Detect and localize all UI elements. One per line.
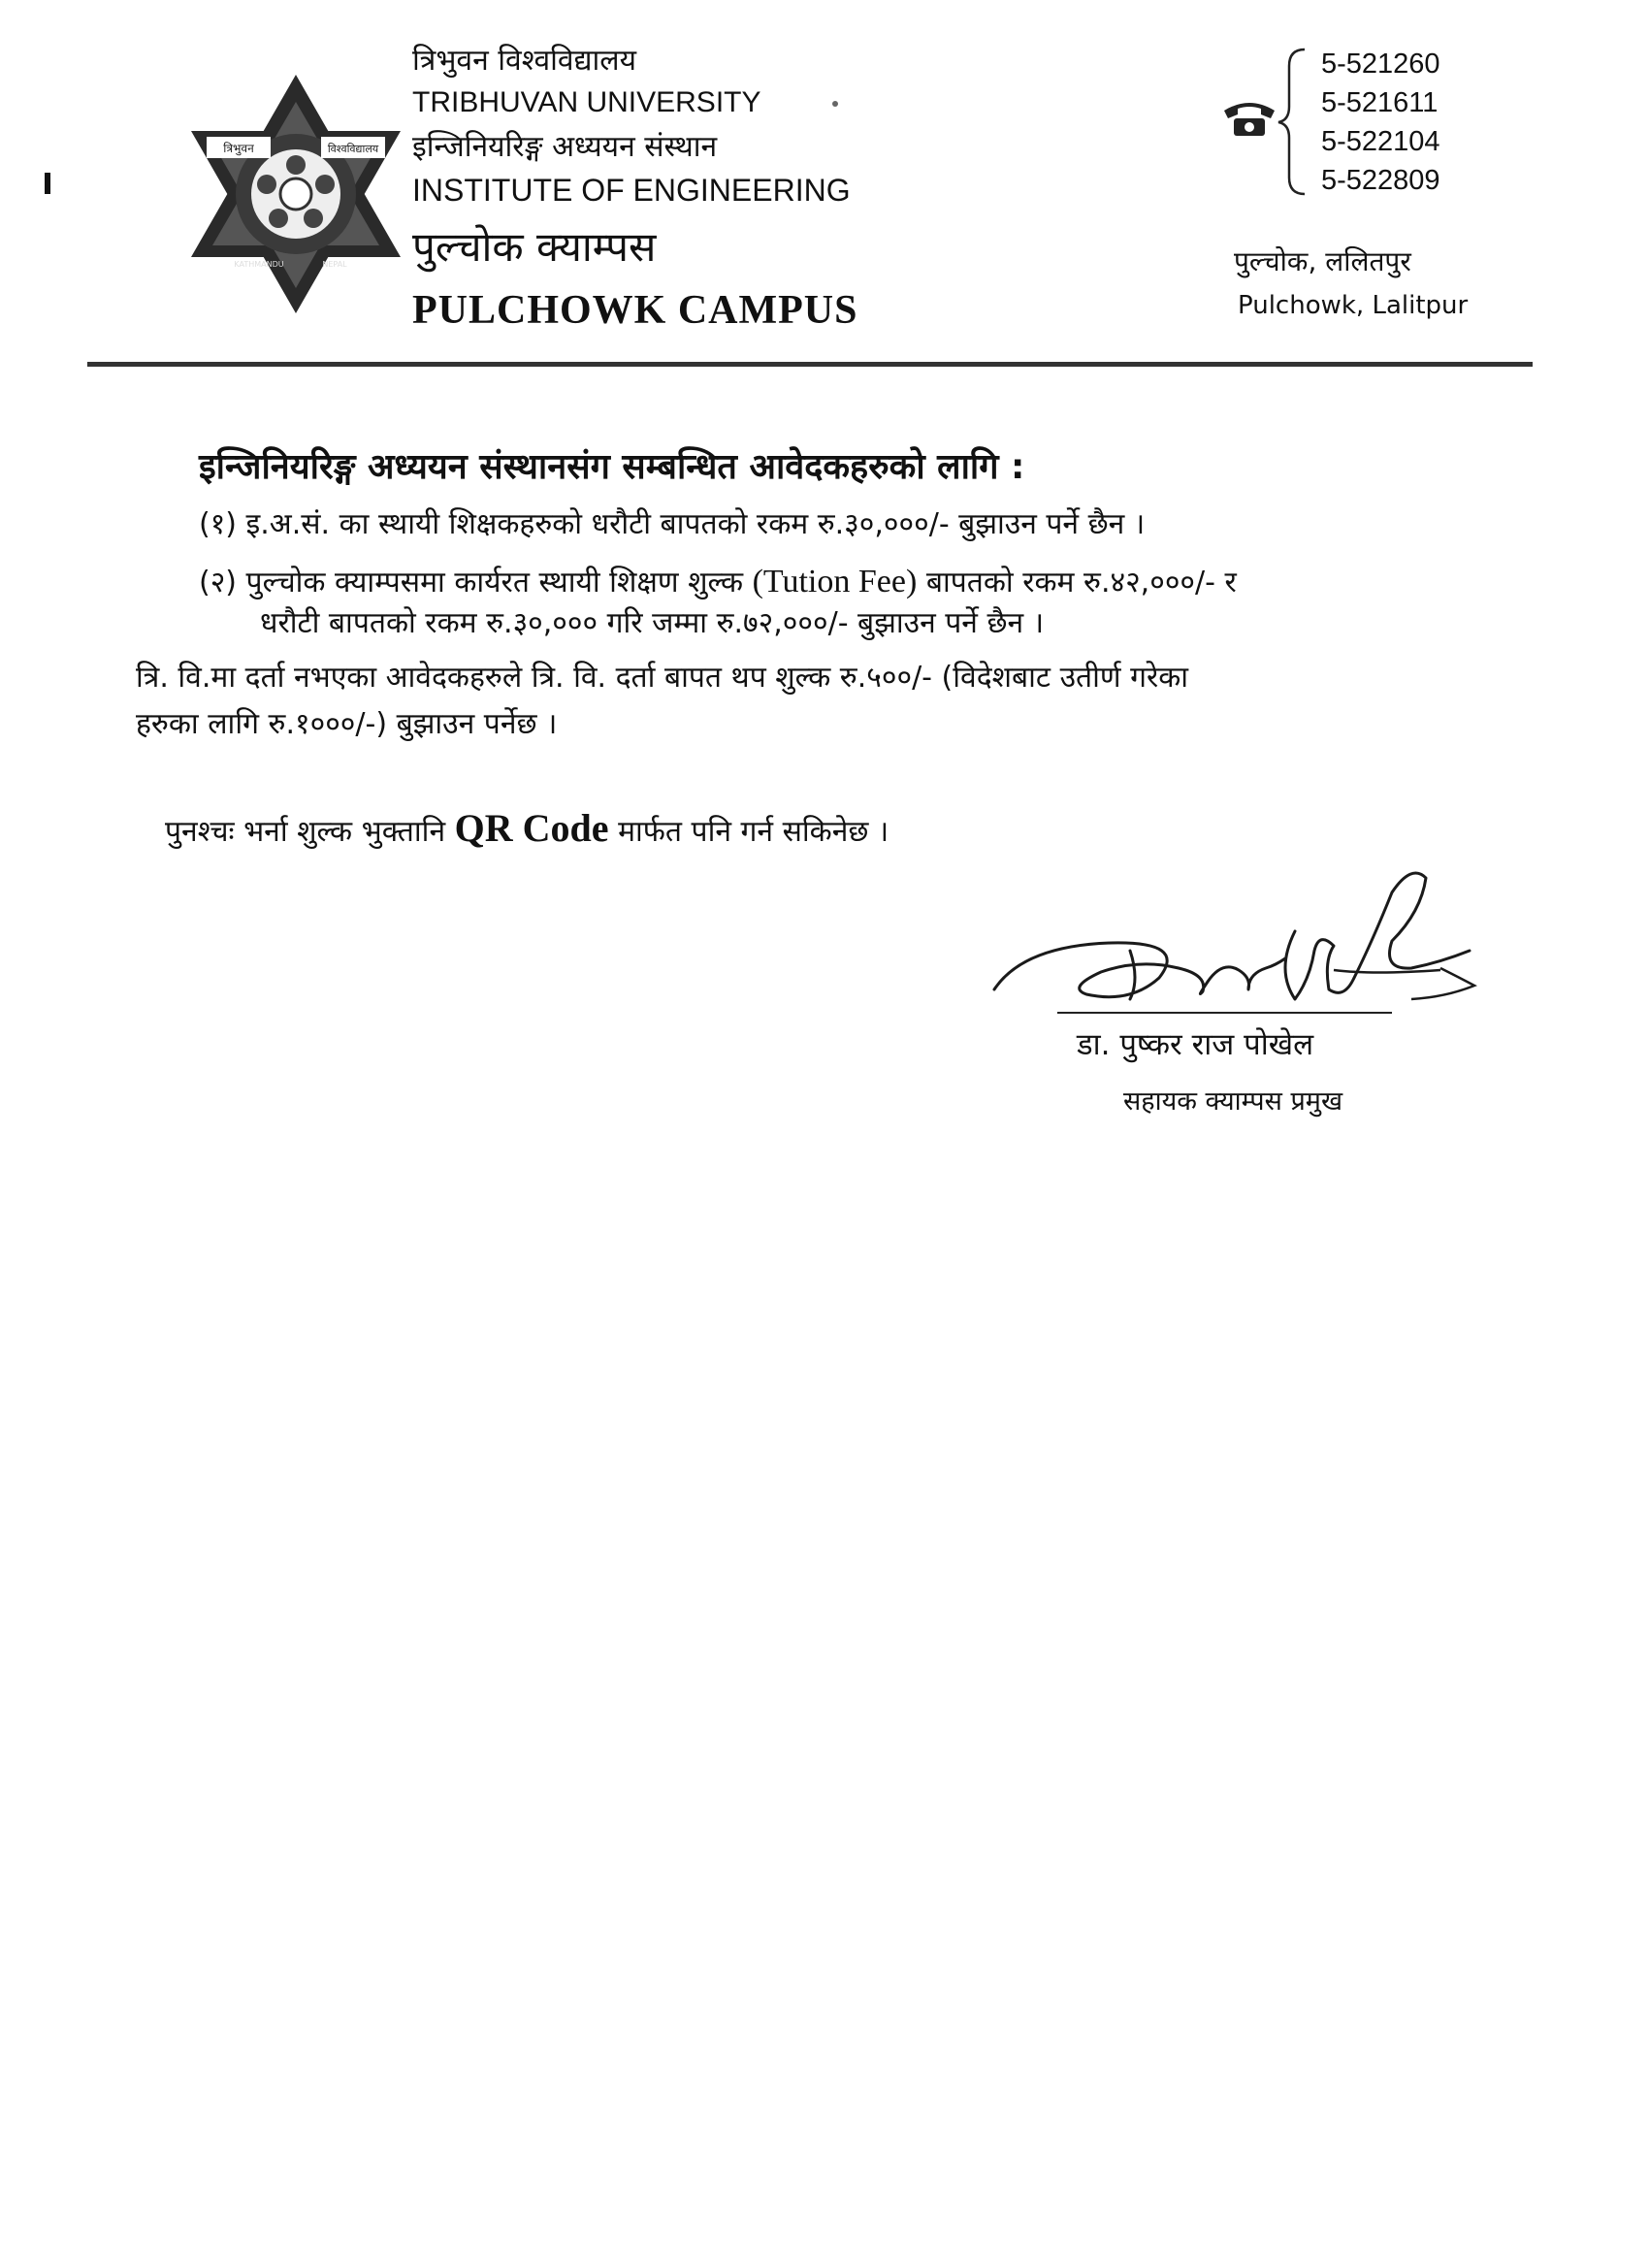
notice-item-2-text-cont: बापतको रकम रु.४२,०००/- र <box>917 566 1237 599</box>
address-en: Pulchowk, Lalitpur <box>1238 291 1469 320</box>
registration-note-line-1: त्रि. वि.मा दर्ता नभएका आवेदकहरुले त्रि. वि. दर्ता बापत थप शुल्क रु.५००/- (विदेशबाट उतीर्ण गरेका <box>136 661 1189 695</box>
campus-name-np: पुल्चोक क्याम्पस <box>412 223 657 271</box>
postscript-text: पुनश्चः भर्ना शुल्क भुक्तानि <box>165 815 455 849</box>
university-name-np: त्रिभुवन विश्वविद्यालय <box>412 44 637 78</box>
postscript-text-cont: मार्फत पनि गर्न सकिनेछ । <box>608 815 889 849</box>
institute-name-en: INSTITUTE OF ENGINEERING <box>412 173 851 208</box>
phone-number: 5-521611 <box>1321 87 1439 118</box>
campus-name-en: PULCHOWK CAMPUS <box>412 288 858 333</box>
notice-item-2-text: (२) पुल्चोक क्याम्पसमा कार्यरत स्थायी शिक्षण शुल्क <box>199 566 753 599</box>
tuition-fee-label: (Tution Fee) <box>752 564 918 599</box>
university-name-en: TRIBHUVAN UNIVERSITY <box>412 86 761 118</box>
letterhead-titles <box>412 39 858 334</box>
phone-numbers <box>1321 45 1440 200</box>
address-np: पुल्चोक, ललितपुर <box>1234 245 1411 277</box>
notice-title: इन्जिनियरिङ्ग अध्ययन संस्थानसंग सम्बन्धित आवेदकहरुको लागि : <box>199 447 1025 487</box>
phone-brace-icon <box>1276 47 1309 197</box>
telephone-icon <box>1220 97 1278 140</box>
signature-line <box>1057 1012 1392 1014</box>
notice-item-1: (१) इ.अ.सं. का स्थायी शिक्षकहरुको धरौटी बापतको रकम रु.३०,०००/- बुझाउन पर्ने छैन । <box>199 507 1146 541</box>
postscript <box>165 805 889 851</box>
notice-item-2-line-2: धरौटी बापतको रकम रु.३०,००० गरि जम्मा रु.७२,०००/- बुझाउन पर्ने छैन । <box>260 606 1045 640</box>
signatory-title: सहायक क्याम्पस प्रमुख <box>1123 1086 1343 1117</box>
logo-text-bottom-right: NEPAL <box>322 260 347 269</box>
phone-number: 5-521260 <box>1321 49 1440 80</box>
header-divider <box>87 362 1533 367</box>
signature-icon <box>985 854 1508 1028</box>
phone-number: 5-522104 <box>1321 126 1440 157</box>
university-logo-icon <box>189 73 403 315</box>
registration-note-line-2: हरुका लागि रु.१०००/-) बुझाउन पर्नेछ । <box>136 707 558 741</box>
notice-item-2-line-1 <box>199 561 1237 600</box>
institute-name-np: इन्जिनियरिङ्ग अध्ययन संस्थान <box>412 130 718 164</box>
phone-number: 5-522809 <box>1321 165 1440 196</box>
signatory-name: डा. पुष्कर राज पोखेल <box>1077 1027 1314 1062</box>
logo-text-top-right: विश्वविद्यालय <box>327 143 379 155</box>
qr-code-label: QR Code <box>454 806 609 850</box>
logo-text-top-left: त्रिभुवन <box>223 142 254 155</box>
scan-edge-mark <box>45 173 50 194</box>
logo-text-bottom-left: KATHMANDU <box>234 260 284 269</box>
